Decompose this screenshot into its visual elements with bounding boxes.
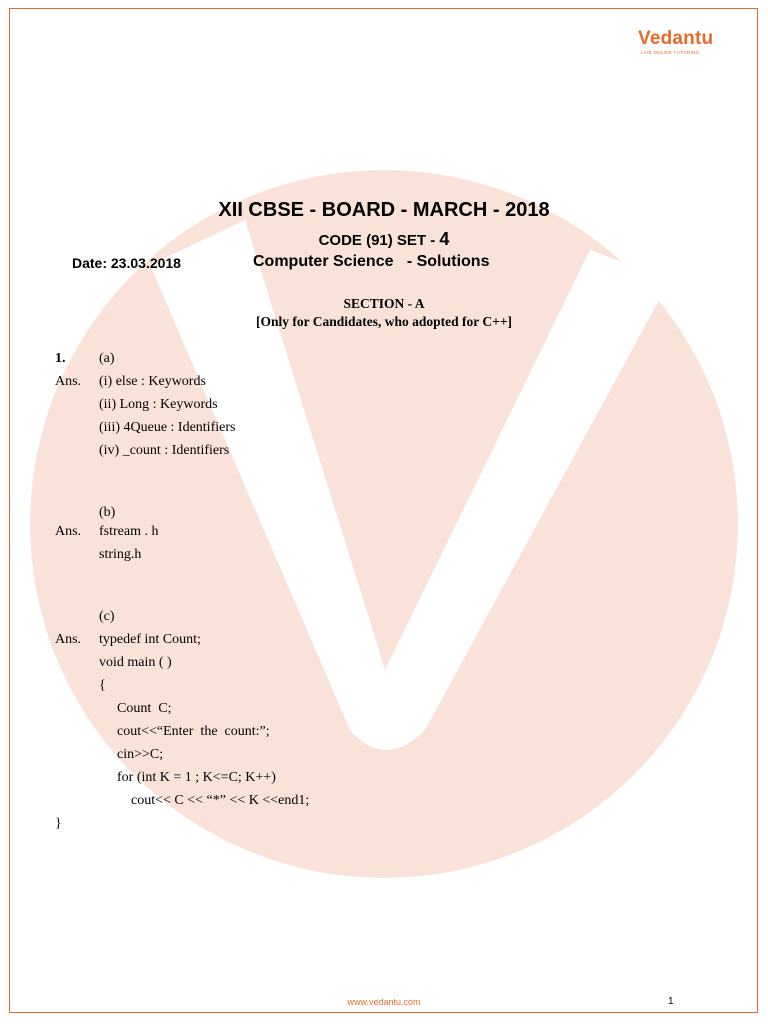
logo-tagline: LIVE ONLINE TUTORING <box>641 50 700 55</box>
logo-text: Vedantu <box>638 28 714 49</box>
section-subtitle: [Only for Candidates, who adopted for C++] <box>255 314 513 329</box>
answer-line: (ii) Long : Keywords <box>99 397 218 412</box>
answer-line: (i) else : Keywords <box>99 374 206 389</box>
code-line: cin>>C; <box>117 747 164 762</box>
ans-label-b: Ans. <box>55 524 82 539</box>
answer-line: fstream . h <box>99 524 159 539</box>
code-line: void main ( ) <box>99 655 172 670</box>
footer-link[interactable]: www.vedantu.com <box>347 997 421 1007</box>
part-b-label: (b) <box>99 505 116 520</box>
ans-label-a: Ans. <box>55 374 82 389</box>
answer-line: string.h <box>99 547 142 562</box>
vedantu-logo <box>638 28 714 55</box>
part-a-label: (a) <box>99 351 115 366</box>
question-number: 1. <box>55 351 66 366</box>
page-number: 1 <box>668 996 674 1007</box>
answer-line: (iii) 4Queue : Identifiers <box>99 420 236 435</box>
part-c-label: (c) <box>99 609 115 624</box>
code-line: } <box>55 816 62 831</box>
page-title: XII CBSE - BOARD - MARCH - 2018 <box>218 199 550 221</box>
code-line: { <box>99 678 106 693</box>
code-prefix: CODE (91) SET - <box>318 232 440 249</box>
subject-title: Computer Science - Solutions <box>253 253 490 270</box>
code-line: Count C; <box>117 701 172 716</box>
section-title: SECTION - A <box>343 296 425 311</box>
exam-date: Date: 23.03.2018 <box>72 255 181 271</box>
ans-label-c: Ans. <box>55 632 82 647</box>
exam-code <box>0 229 768 250</box>
code-line: typedef int Count; <box>99 632 201 647</box>
code-line: cout<< C << “*” << K <<end1; <box>131 793 310 808</box>
code-line: for (int K = 1 ; K<=C; K++) <box>117 770 276 785</box>
code-set: 4 <box>439 229 450 249</box>
answer-line: (iv) _count : Identifiers <box>99 443 230 458</box>
code-line: cout<<“Enter the count:”; <box>117 724 270 739</box>
